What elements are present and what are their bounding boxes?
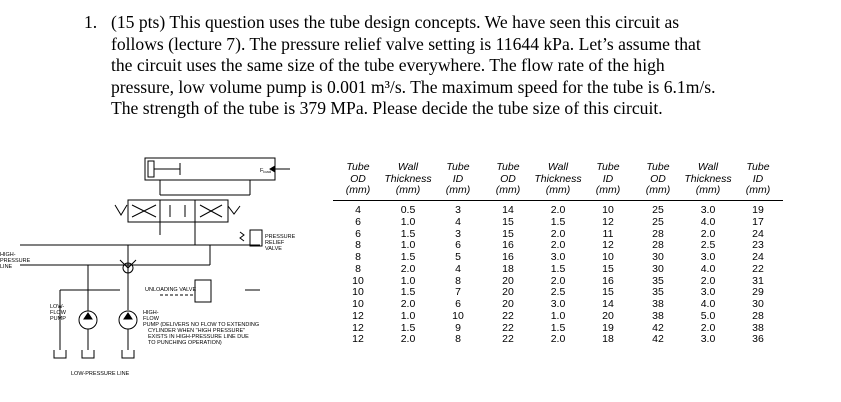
- table-row: [333, 334, 783, 346]
- table-row: [333, 264, 783, 276]
- lf-pump-label-3: PUMP: [50, 316, 66, 322]
- table-cell: 35: [652, 286, 664, 299]
- table-cell: 30: [652, 262, 664, 275]
- table-cell: 1.0: [400, 309, 416, 322]
- table-cell: 9: [455, 321, 461, 334]
- table-cell: 6: [355, 215, 361, 228]
- hf-pump-label-4: CYLINDER WHEN "HIGH PRESSURE": [148, 328, 246, 334]
- low-pressure-line-label: LOW-PRESSURE LINE: [71, 371, 130, 377]
- column-header-part: Tube: [446, 161, 470, 173]
- table-cell: 8: [455, 333, 461, 346]
- table-cell: 2.0: [550, 239, 566, 252]
- table-cell: 3.0: [550, 298, 566, 310]
- table-cell: 0.5: [400, 204, 416, 216]
- hydraulic-circuit-diagram: [0, 150, 330, 402]
- table-cell: 12: [602, 215, 614, 228]
- column-header-part: Thickness: [684, 172, 732, 185]
- table-cell: 1.5: [400, 321, 416, 334]
- column-header-part: Tube: [596, 161, 620, 173]
- table-cell: 1.5: [550, 321, 566, 334]
- hp-line-label-1: HIGH-: [0, 252, 16, 258]
- table-cell: 20: [602, 309, 614, 322]
- table-cell: 1.0: [400, 215, 416, 228]
- table-cell: 38: [752, 321, 764, 334]
- column-header-part: Wall: [697, 161, 719, 173]
- column-header-part: Thickness: [534, 172, 582, 185]
- table-cell: 3.0: [700, 251, 716, 263]
- hf-pump-label-1: HIGH-: [143, 310, 159, 316]
- relief-label-1: PRESSURE: [265, 234, 296, 240]
- unloading-valve: [195, 280, 211, 302]
- table-cell: 10: [352, 274, 364, 287]
- table-row: [333, 311, 783, 323]
- table-cell: 18: [602, 333, 614, 346]
- column-header-part: Tube: [346, 161, 370, 173]
- column-header-part: ID: [602, 172, 614, 185]
- table-cell: 1.0: [550, 309, 566, 322]
- column-header: [333, 162, 383, 201]
- column-header-part: (mm): [545, 184, 571, 196]
- table-cell: 2.0: [550, 204, 566, 216]
- table-cell: 2.0: [700, 274, 716, 287]
- table-cell: 10: [602, 251, 614, 263]
- table-cell: 11: [602, 227, 614, 240]
- tube-size-table: [333, 162, 783, 346]
- column-header-part: (mm): [695, 184, 721, 196]
- table-cell: 3.0: [700, 333, 716, 346]
- table-cell: 2.5: [700, 239, 716, 252]
- table-body: [333, 201, 783, 347]
- table-cell: 3.0: [700, 204, 716, 216]
- table-cell: 8: [355, 251, 361, 263]
- table-cell: 1.0: [400, 274, 416, 287]
- column-header-part: (mm): [595, 184, 621, 196]
- column-header: [483, 162, 533, 201]
- table-cell: 25: [652, 204, 664, 216]
- table-cell: 25: [652, 215, 664, 228]
- column-header-part: OD: [650, 172, 666, 185]
- table-cell: 15: [602, 262, 614, 275]
- table-cell: 2.0: [700, 321, 716, 334]
- table-cell: 14: [502, 204, 514, 216]
- table-cell: 1.5: [400, 251, 416, 263]
- table-cell: 15: [602, 286, 614, 299]
- table-cell: 19: [752, 204, 764, 216]
- table-cell: 10: [452, 309, 464, 322]
- table-cell: 42: [652, 333, 664, 346]
- table-cell: 36: [752, 333, 764, 346]
- table-cell: 15: [502, 227, 514, 240]
- table-cell: 17: [752, 215, 764, 228]
- table-cell: 18: [502, 262, 514, 275]
- table-cell: 2.0: [700, 227, 716, 240]
- column-header-part: ID: [752, 172, 764, 185]
- table-cell: 12: [352, 309, 364, 322]
- column-header: [533, 162, 583, 201]
- table-cell: 8: [455, 274, 461, 287]
- table-cell: 23: [752, 239, 764, 252]
- column-header-part: ID: [452, 172, 464, 185]
- column-header-part: Tube: [496, 161, 520, 173]
- lf-pump-label-1: LOW-: [50, 304, 65, 310]
- column-header-part: Tube: [746, 161, 770, 173]
- table-cell: 6: [355, 227, 361, 240]
- table-cell: 3: [455, 227, 461, 240]
- table-cell: 1.5: [400, 286, 416, 299]
- table-cell: 24: [752, 227, 764, 240]
- table-cell: 2.0: [550, 333, 566, 346]
- table-cell: 16: [502, 239, 514, 252]
- table-cell: 35: [652, 274, 664, 287]
- column-header-part: (mm): [745, 184, 771, 196]
- f-load-label: Fload: [260, 168, 271, 174]
- column-header-part: (mm): [395, 184, 421, 196]
- table-cell: 15: [502, 215, 514, 228]
- hf-pump-label-5: EXISTS IN HIGH-PRESSURE LINE DUE: [148, 334, 249, 340]
- column-header: [683, 162, 733, 201]
- question-line: follows (lecture 7). The pressure relief valve setting is 11644 kPa. Let’s assume that: [111, 33, 701, 54]
- hp-line-label-3: LINE: [0, 264, 13, 270]
- column-header: [383, 162, 433, 201]
- table-cell: 4: [455, 262, 461, 275]
- unloading-valve-label: UNLOADING VALVE: [145, 287, 197, 293]
- question-line: pressure, low volume pump is 0.001 m³/s. The maximum speed for the tube is 6.1m/s.: [111, 76, 716, 97]
- question-body: [111, 12, 824, 120]
- table-cell: 8: [355, 262, 361, 275]
- question-line: (15 pts) This question uses the tube design concepts. We have seen this circuit as: [111, 12, 680, 32]
- table-cell: 2.0: [550, 227, 566, 240]
- question-line: the circuit uses the same size of the tube everywhere. The flow rate of the high: [111, 55, 665, 76]
- table-cell: 2.5: [550, 286, 566, 299]
- table-cell: 14: [602, 298, 614, 310]
- column-header-part: Thickness: [384, 172, 432, 185]
- table-cell: 7: [455, 286, 461, 299]
- column-header-part: Wall: [397, 161, 419, 173]
- table-cell: 22: [502, 333, 514, 346]
- column-header: [583, 162, 633, 201]
- lf-pump-label-2: FLOW: [50, 310, 66, 316]
- table-cell: 16: [602, 274, 614, 287]
- table-cell: 2.0: [400, 262, 416, 275]
- column-header: [633, 162, 683, 201]
- column-header-part: (mm): [495, 184, 521, 196]
- table-cell: 5: [455, 251, 461, 263]
- table-cell: 16: [502, 251, 514, 263]
- table-cell: 24: [752, 251, 764, 263]
- column-header-part: (mm): [645, 184, 671, 196]
- column-header-part: (mm): [345, 184, 371, 196]
- table-row: [333, 252, 783, 264]
- table-cell: 3: [455, 204, 461, 216]
- table-row: [333, 299, 783, 311]
- column-header-part: Tube: [646, 161, 670, 173]
- table-cell: 19: [602, 321, 614, 334]
- table-cell: 1.5: [550, 262, 566, 275]
- table-cell: 10: [352, 298, 364, 310]
- table-cell: 3.0: [550, 251, 566, 263]
- relief-label-3: VALVE: [265, 246, 282, 252]
- table-cell: 6: [455, 298, 461, 310]
- table-cell: 4: [355, 204, 361, 216]
- question-number: 1.: [84, 12, 98, 32]
- table-cell: 4.0: [700, 262, 716, 275]
- table-cell: 20: [502, 298, 514, 310]
- table-cell: 12: [602, 239, 614, 252]
- table-cell: 2.0: [400, 298, 416, 310]
- table-cell: 12: [352, 321, 364, 334]
- table-cell: 22: [752, 262, 764, 275]
- hf-pump-label-3: PUMP (DELIVERS NO FLOW TO EXTENDING: [143, 322, 260, 328]
- table-cell: 38: [652, 298, 664, 310]
- table-cell: 4: [455, 215, 461, 228]
- table-cell: 2.0: [400, 333, 416, 346]
- table-cell: 20: [502, 286, 514, 299]
- table-cell: 30: [652, 251, 664, 263]
- table-cell: 4.0: [700, 215, 716, 228]
- table-cell: 4.0: [700, 298, 716, 310]
- table-cell: 10: [352, 286, 364, 299]
- column-header-part: Wall: [547, 161, 569, 173]
- table-cell: 5.0: [700, 309, 716, 322]
- column-header-part: (mm): [445, 184, 471, 196]
- table-cell: 38: [652, 309, 664, 322]
- table-cell: 1.0: [400, 239, 416, 252]
- pressure-relief-valve: [250, 230, 262, 246]
- table-cell: 42: [652, 321, 664, 334]
- table-cell: 20: [502, 274, 514, 287]
- hf-pump-label-2: FLOW: [143, 316, 159, 322]
- hp-line-label-2: PRESSURE: [0, 258, 31, 264]
- table-cell: 30: [752, 298, 764, 310]
- table-cell: 1.5: [550, 215, 566, 228]
- table-cell: 28: [752, 309, 764, 322]
- table-cell: 1.5: [400, 227, 416, 240]
- column-header-part: OD: [500, 172, 516, 185]
- hf-pump-label-6: TO PUNCHING OPERATION): [148, 340, 222, 346]
- question-line: The strength of the tube is 379 MPa. Please decide the tube size of this circuit.: [111, 98, 663, 119]
- table-cell: 12: [352, 333, 364, 346]
- table-cell: 22: [502, 309, 514, 322]
- table-row: [333, 217, 783, 229]
- table-cell: 3.0: [700, 286, 716, 299]
- table-cell: 28: [652, 227, 664, 240]
- question-text: [84, 12, 824, 120]
- table-cell: 6: [455, 239, 461, 252]
- relief-label-2: RELIEF: [265, 240, 285, 246]
- table-cell: 29: [752, 286, 764, 299]
- table-cell: 10: [602, 204, 614, 216]
- table-cell: 8: [355, 239, 361, 252]
- column-header-part: OD: [350, 172, 366, 185]
- column-header: [433, 162, 483, 201]
- table-cell: 22: [502, 321, 514, 334]
- table-cell: 2.0: [550, 274, 566, 287]
- table-header-row: [333, 162, 783, 201]
- table-cell: 28: [652, 239, 664, 252]
- table-cell: 31: [752, 274, 764, 287]
- table-row: [333, 201, 783, 217]
- column-header: [733, 162, 783, 201]
